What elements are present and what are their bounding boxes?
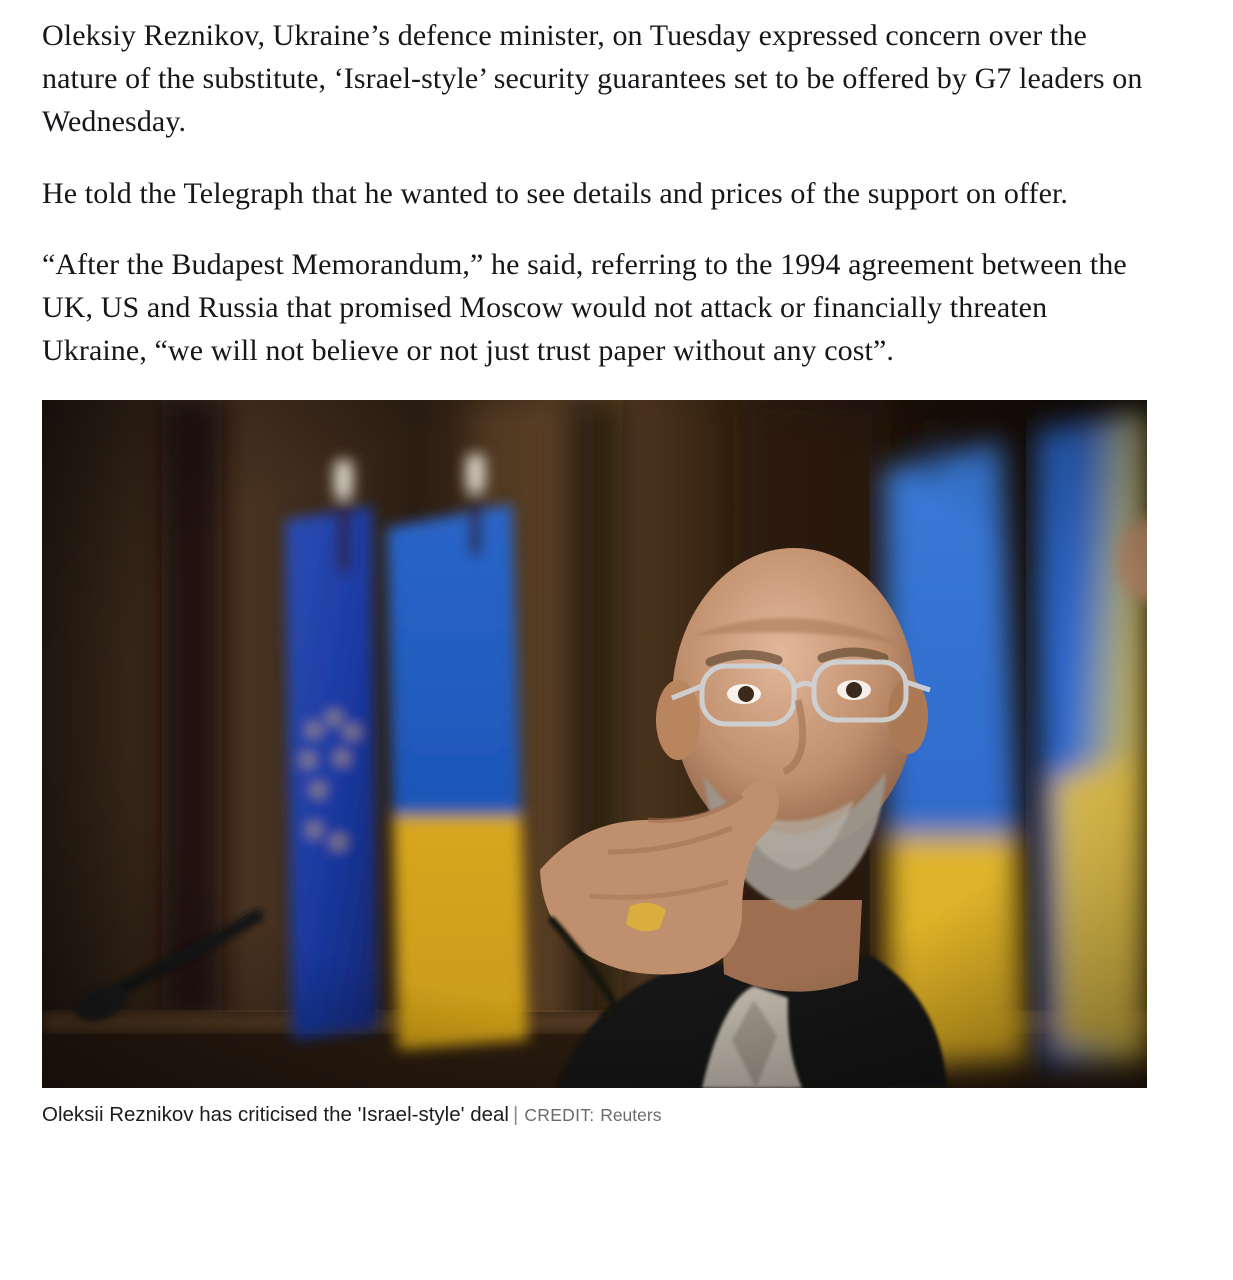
photo-caption [42,1102,1147,1129]
caption-text: Oleksii Reznikov has criticised the 'Israel-style' deal [42,1103,509,1127]
caption-separator: | [512,1103,519,1127]
paragraph-2: He told the Telegraph that he wanted to see details and prices of the support on offer. [42,176,1069,210]
paragraph-3: “After the Budapest Memorandum,” he said, referring to the 1994 agreement between the UK, US and Russia that promised Moscow would not attack or financially threaten Ukraine, “we will not believe or not just trust paper without any cost”. [42,247,1127,368]
article-figure [42,400,1147,1129]
credit-label: CREDIT: [524,1105,595,1126]
paragraph-1: Oleksiy Reznikov, Ukraine’s defence minister, on Tuesday expressed concern over the nature of the substitute, ‘Israel-style’ security guarantees set to be offered by G7 leaders on Wednesday. [42,19,1143,139]
article-photo [42,400,1147,1088]
credit-name: Reuters [600,1105,662,1126]
